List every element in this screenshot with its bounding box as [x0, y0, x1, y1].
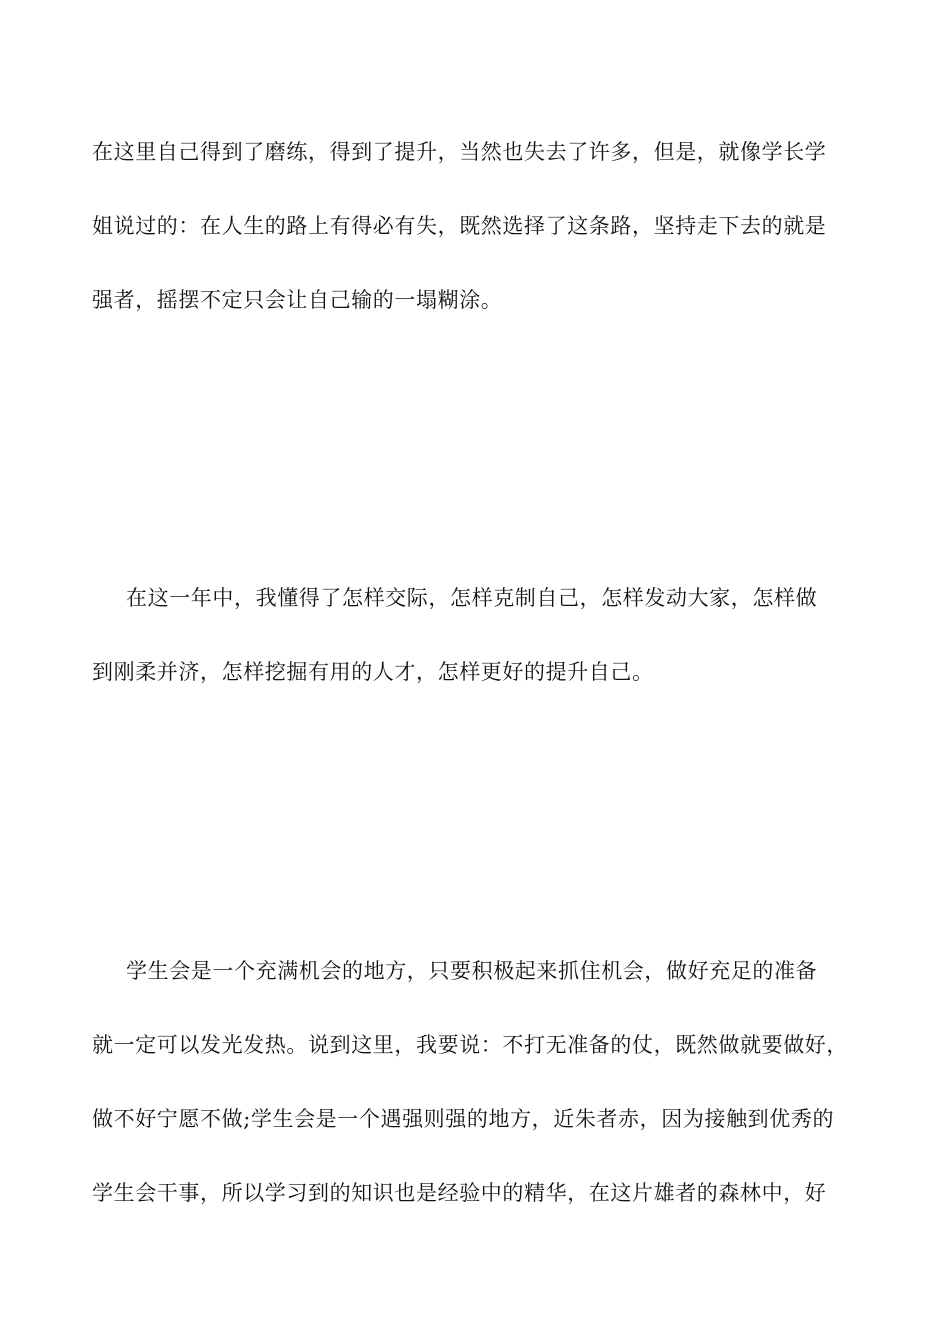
paragraph-3	[92, 934, 862, 1230]
paragraph-line: 做不好宁愿不做;学生会是一个遇强则强的地方，近朱者赤，因为接触到优秀的	[92, 1107, 835, 1131]
paragraph-2	[92, 561, 862, 709]
paragraph-line: 强者，摇摆不定只会让自己输的一塌糊涂。	[92, 288, 503, 312]
paragraph-line: 学生会干事，所以学习到的知识也是经验中的精华，在这片雄者的森林中，好	[92, 1181, 827, 1205]
paragraph-line: 在这里自己得到了磨练，得到了提升，当然也失去了许多，但是，就像学长学	[92, 140, 827, 164]
paragraph-line: 姐说过的：在人生的路上有得必有失，既然选择了这条路，坚持走下去的就是	[92, 214, 827, 238]
paragraph-line: 到刚柔并济，怎样挖掘有用的人才，怎样更好的提升自己。	[92, 660, 654, 684]
paragraph-1	[92, 115, 862, 337]
paragraph-line: 学生会是一个充满机会的地方，只要积极起来抓住机会，做好充足的准备	[126, 959, 818, 983]
paragraph-line: 就一定可以发光发热。说到这里，我要说：不打无准备的仗，既然做就要做好，	[92, 1033, 848, 1057]
paragraph-line: 在这一年中，我懂得了怎样交际，怎样克制自己，怎样发动大家，怎样做	[126, 586, 818, 610]
